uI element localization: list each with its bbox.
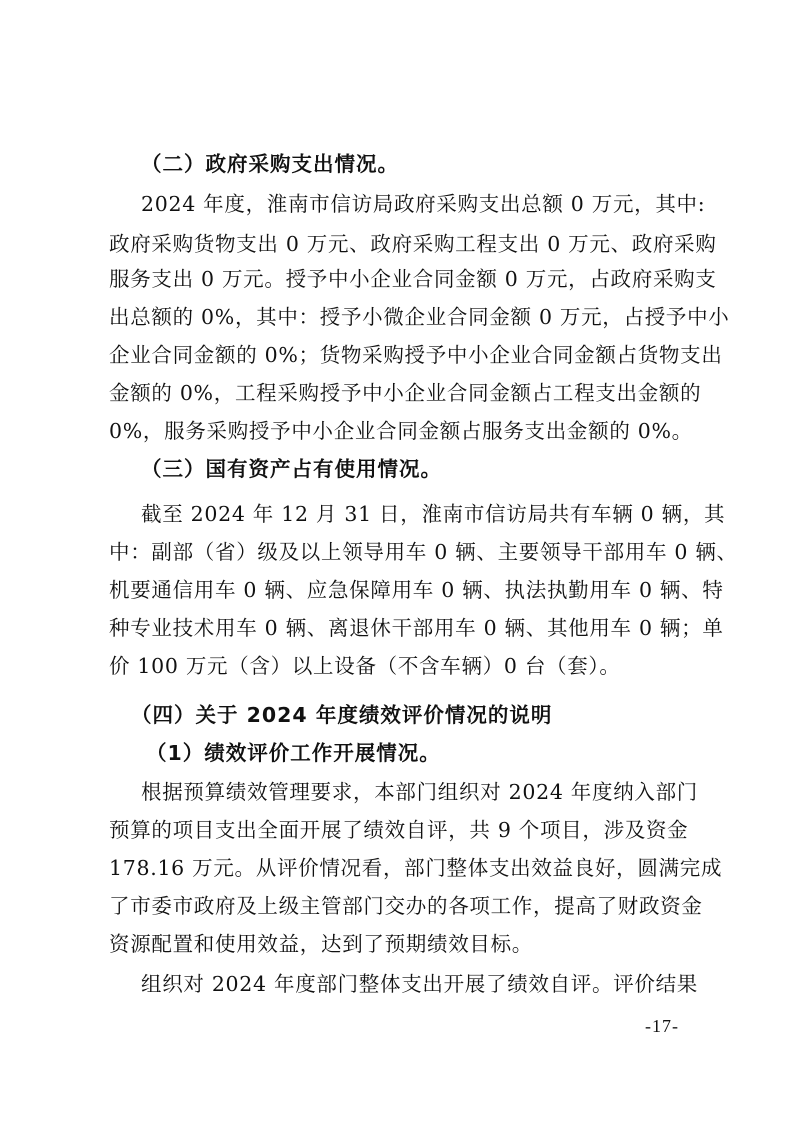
paragraph-line: 企业合同金额的 0%；货物采购授予中小企业合同金额占货物支出 [109, 343, 723, 367]
section-heading-performance: （四）关于 2024 年度绩效评价情况的说明 [131, 703, 553, 727]
section-heading-assets: （三）国有资产占有使用情况。 [141, 457, 442, 481]
paragraph-line: 中：副部（省）级及以上领导用车 0 辆、主要领导干部用车 0 辆、 [109, 540, 738, 564]
paragraph-line: 0%，服务采购授予中小企业合同金额占服务支出金额的 0%。 [109, 419, 693, 443]
subsection-heading: （1）绩效评价工作开展情况。 [146, 741, 441, 765]
paragraph-line: 种专业技术用车 0 辆、离退休干部用车 0 辆、其他用车 0 辆；单 [109, 616, 724, 640]
paragraph-line: 资源配置和使用效益，达到了预期绩效目标。 [109, 932, 533, 956]
paragraph-line: 预算的项目支出全面开展了绩效自评，共 9 个项目，涉及资金 [109, 818, 689, 842]
paragraph-line: 金额的 0%，工程采购授予中小企业合同金额占工程支出金额的 [109, 381, 702, 405]
paragraph-line: 178.16 万元。从评价情况看，部门整体支出效益良好，圆满完成 [109, 856, 723, 880]
paragraph-line: 价 100 万元（含）以上设备（不含车辆）0 台（套）。 [109, 654, 621, 678]
section-heading-procurement: （二）政府采购支出情况。 [141, 152, 399, 176]
paragraph-line: 组织对 2024 年度部门整体支出开展了绩效自评。评价结果 [141, 972, 699, 996]
paragraph-line: 出总额的 0%，其中：授予小微企业合同金额 0 万元，占授予中小 [109, 305, 730, 329]
paragraph-line: 2024 年度，淮南市信访局政府采购支出总额 0 万元，其中: [141, 192, 706, 216]
paragraph-line: 了市委市政府及上级主管部门交办的各项工作，提高了财政资金 [109, 894, 703, 918]
paragraph-line: 根据预算绩效管理要求，本部门组织对 2024 年度纳入部门 [141, 780, 699, 804]
page-number: -17- [645, 1016, 679, 1036]
paragraph-line: 截至 2024 年 12 月 31 日，淮南市信访局共有车辆 0 辆，其 [141, 502, 726, 526]
paragraph-line: 服务支出 0 万元。授予中小企业合同金额 0 万元，占政府采购支 [109, 267, 717, 291]
paragraph-line: 机要通信用车 0 辆、应急保障用车 0 辆、执法执勤用车 0 辆、特 [109, 578, 724, 602]
paragraph-line: 政府采购货物支出 0 万元、政府采购工程支出 0 万元、政府采购 [109, 232, 717, 256]
